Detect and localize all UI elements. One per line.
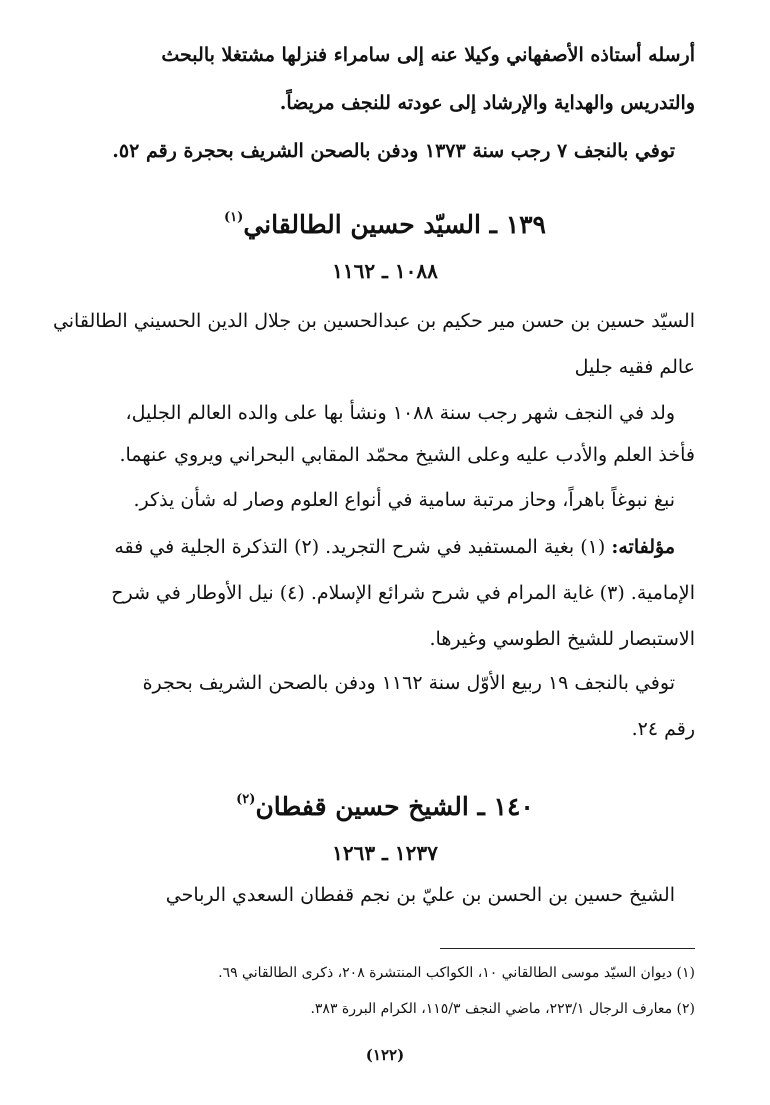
entry-years: ١٢٣٧ ـ ١٢٦٣	[332, 841, 438, 865]
works-label: مؤلفاته:	[611, 536, 675, 558]
paragraph-line: نبغ نبوغاً باهراً، وحاز مرتبة سامية في أنواع العلوم وصار له شأن يذكر.	[133, 489, 675, 511]
paragraph-line: السيّد حسين بن حسن مير حكيم بن عبدالحسين بن جلال الدين الحسيني الطالقاني	[52, 310, 695, 332]
paragraph-line: توفي بالنجف ١٩ ربيع الأوّل سنة ١١٦٢ ودفن بالصحن الشريف بحجرة	[142, 672, 675, 694]
entry-title: ١٤٠ ـ الشيخ حسين قفطان	[255, 792, 534, 821]
works-line	[75, 532, 695, 562]
paragraph-line: رقم ٢٤.	[631, 718, 695, 740]
entry-heading-139	[0, 198, 770, 245]
paragraph-line: أرسله أستاذه الأصفهاني وكيلا عنه إلى سامراء فنزلها مشتغلا بالبحث	[161, 44, 695, 66]
footnote-divider	[440, 948, 695, 949]
footnote-ref: (١)	[224, 210, 244, 225]
footnote-1: (١) ديوان السيّد موسى الطالقاني ١٠، الكواكب المنتشرة ٢٠٨، ذكرى الطالقاني ٦٩.	[218, 965, 695, 981]
paragraph-line: الشيخ حسين بن الحسن بن عليّ بن نجم قفطان السعدي الرباحي	[165, 884, 675, 906]
entry-heading-140	[0, 780, 770, 827]
paragraph-line: توفي بالنجف ۷ رجب سنة ۱۳۷۳ ودفن بالصحن الشريف بحجرة رقم ٥٢.	[112, 140, 675, 162]
paragraph-line: والتدريس والهداية والإرشاد إلى عودته للنجف مريضاً.	[279, 92, 695, 114]
paragraph-line: فأخذ العلم والأدب عليه وعلى الشيخ محمّد المقابي البحراني ويروي عنهما.	[119, 444, 695, 466]
footnote-ref: (٢)	[236, 792, 256, 807]
entry-title: ١٣٩ ـ السيّد حسين الطالقاني	[243, 210, 546, 239]
paragraph-line: الإمامية. (٣) غاية المرام في شرح شرائع الإسلام. (٤) نيل الأوطار في شرح	[111, 582, 695, 604]
paragraph-line: الاستبصار للشيخ الطوسي وغيرها.	[429, 628, 695, 650]
footnote-2: (٢) معارف الرجال ٢٢٣/١، ماضي النجف ١١٥/٣، الكرام البررة ٣٨٣.	[310, 1001, 695, 1017]
paragraph-line: عالم فقيه جليل	[574, 356, 695, 378]
paragraph-line: ولد في النجف شهر رجب سنة ١٠٨٨ ونشأ بها على والده العالم الجليل،	[125, 402, 675, 424]
entry-years: ١٠٨٨ ـ ١١٦٢	[332, 259, 438, 283]
page-number: (١٢٢)	[365, 1046, 405, 1064]
works-text: (١) بغية المستفيد في شرح التجريد. (٢) التذكرة الجلية في فقه	[114, 536, 612, 558]
